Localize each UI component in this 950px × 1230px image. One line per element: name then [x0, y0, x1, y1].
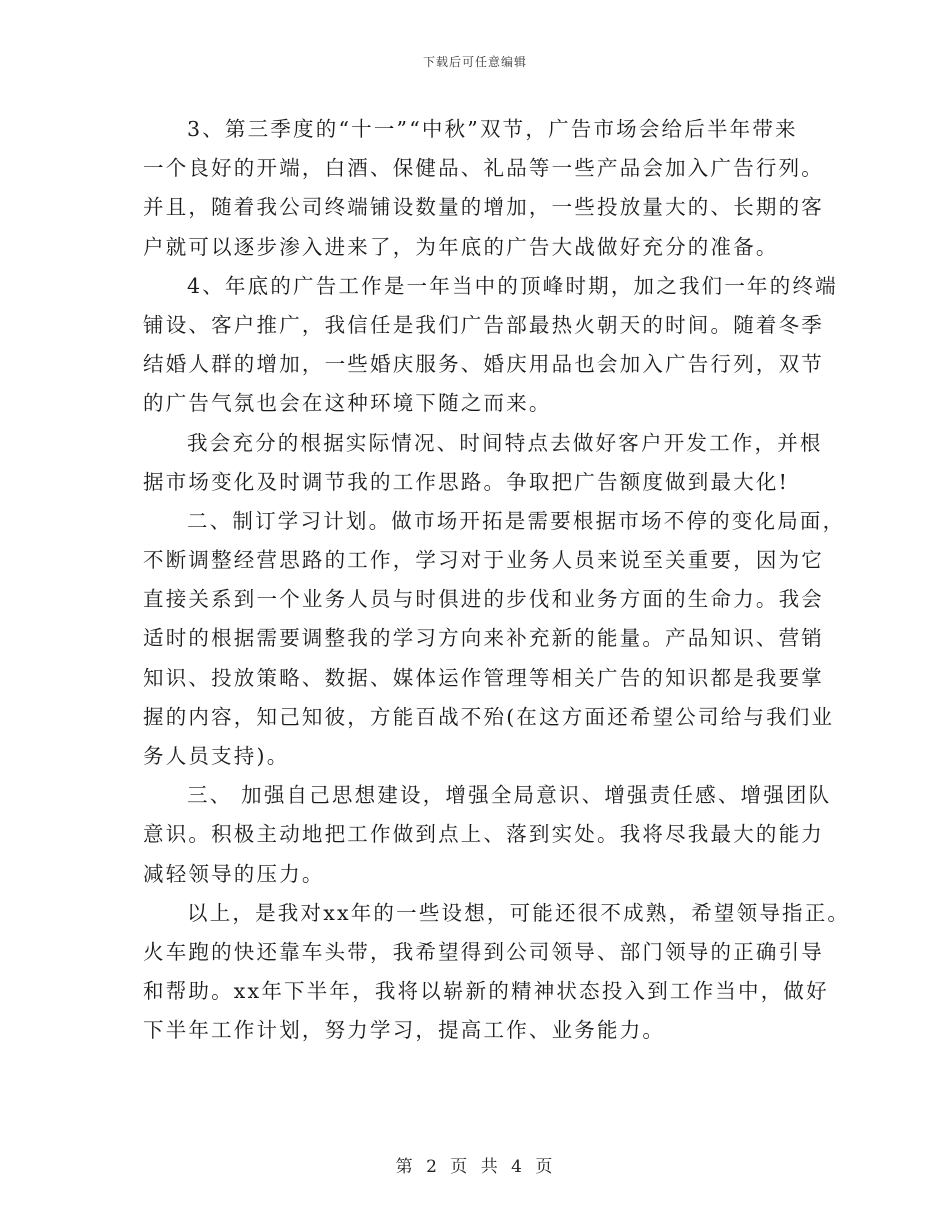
paragraph-line: 铺设、客户推广，我信任是我们广告部最热火朝天的时间。随着冬季 — [143, 312, 824, 337]
paragraph-line: 一个良好的开端，白酒、保健品、礼品等一些产品会加入广告行列。 — [143, 156, 824, 181]
paragraph-line: 我会充分的根据实际情况、时间特点去做好客户开发工作，并根 — [187, 430, 823, 455]
paragraph-line: 不断调整经营思路的工作，学习对于业务人员来说至关重要，因为它 — [143, 548, 824, 573]
document-body — [143, 110, 851, 1051]
paragraph-line: 3、第三季度的“十一”“中秋”双节，广告市场会给后半年带来 — [187, 117, 798, 141]
paragraph-line: 三、 加强自己思想建设，增强全局意识、增强责任感、增强团队 — [187, 783, 832, 808]
paragraph-line: 和帮助。xx年下半年，我将以崭新的精神状态投入到工作当中，做好 — [143, 979, 829, 1004]
page-number-footer: 第 2 页 共 4 页 — [395, 1157, 555, 1177]
paragraph-line: 火车跑的快还靠车头带，我希望得到公司领导、部门领导的正确引导 — [143, 939, 824, 964]
paragraph-line: 直接关系到一个业务人员与时俱进的步伐和业务方面的生命力。我会 — [143, 587, 824, 612]
page-header-note: 下载后可任意编辑 — [422, 55, 527, 69]
paragraph-line: 的广告气氛也会在这种环境下随之而来。 — [143, 391, 552, 416]
paragraph-line: 结婚人群的增加，一些婚庆服务、婚庆用品也会加入广告行列，双节 — [143, 352, 824, 377]
paragraph-line: 握的内容，知己知彼，方能百战不殆(在这方面还希望公司给与我们业 — [143, 704, 835, 729]
paragraph-line: 并且，随着我公司终端铺设数量的增加，一些投放量大的、长期的客 — [143, 195, 824, 220]
paragraph-line: 知识、投放策略、数据、媒体运作管理等相关广告的知识都是我要掌 — [143, 665, 824, 690]
paragraph-line: 意识。积极主动地把工作做到点上、落到实处。我将尽我最大的能力 — [143, 822, 824, 847]
paragraph-line: 据市场变化及时调节我的工作思路。争取把广告额度做到最大化! — [143, 469, 790, 494]
paragraph-line: 下半年工作计划，努力学习，提高工作、业务能力。 — [143, 1018, 666, 1043]
paragraph-line: 务人员支持)。 — [143, 744, 290, 768]
paragraph-line: 户就可以逐步渗入进来了，为年底的广告大战做好充分的准备。 — [143, 234, 779, 259]
paragraph-line: 二、制订学习计划。做市场开拓是需要根据市场不停的变化局面， — [187, 508, 846, 533]
paragraph-line: 4、年底的广告工作是一年当中的顶峰时期，加之我们一年的终端 — [187, 273, 838, 298]
paragraph-line: 以上，是我对xx年的一些设想，可能还很不成熟，希望领导指正。 — [187, 900, 851, 925]
paragraph-line: 减轻领导的压力。 — [143, 861, 325, 886]
paragraph-line: 适时的根据需要调整我的学习方向来补充新的能量。产品知识、营销 — [143, 626, 824, 651]
